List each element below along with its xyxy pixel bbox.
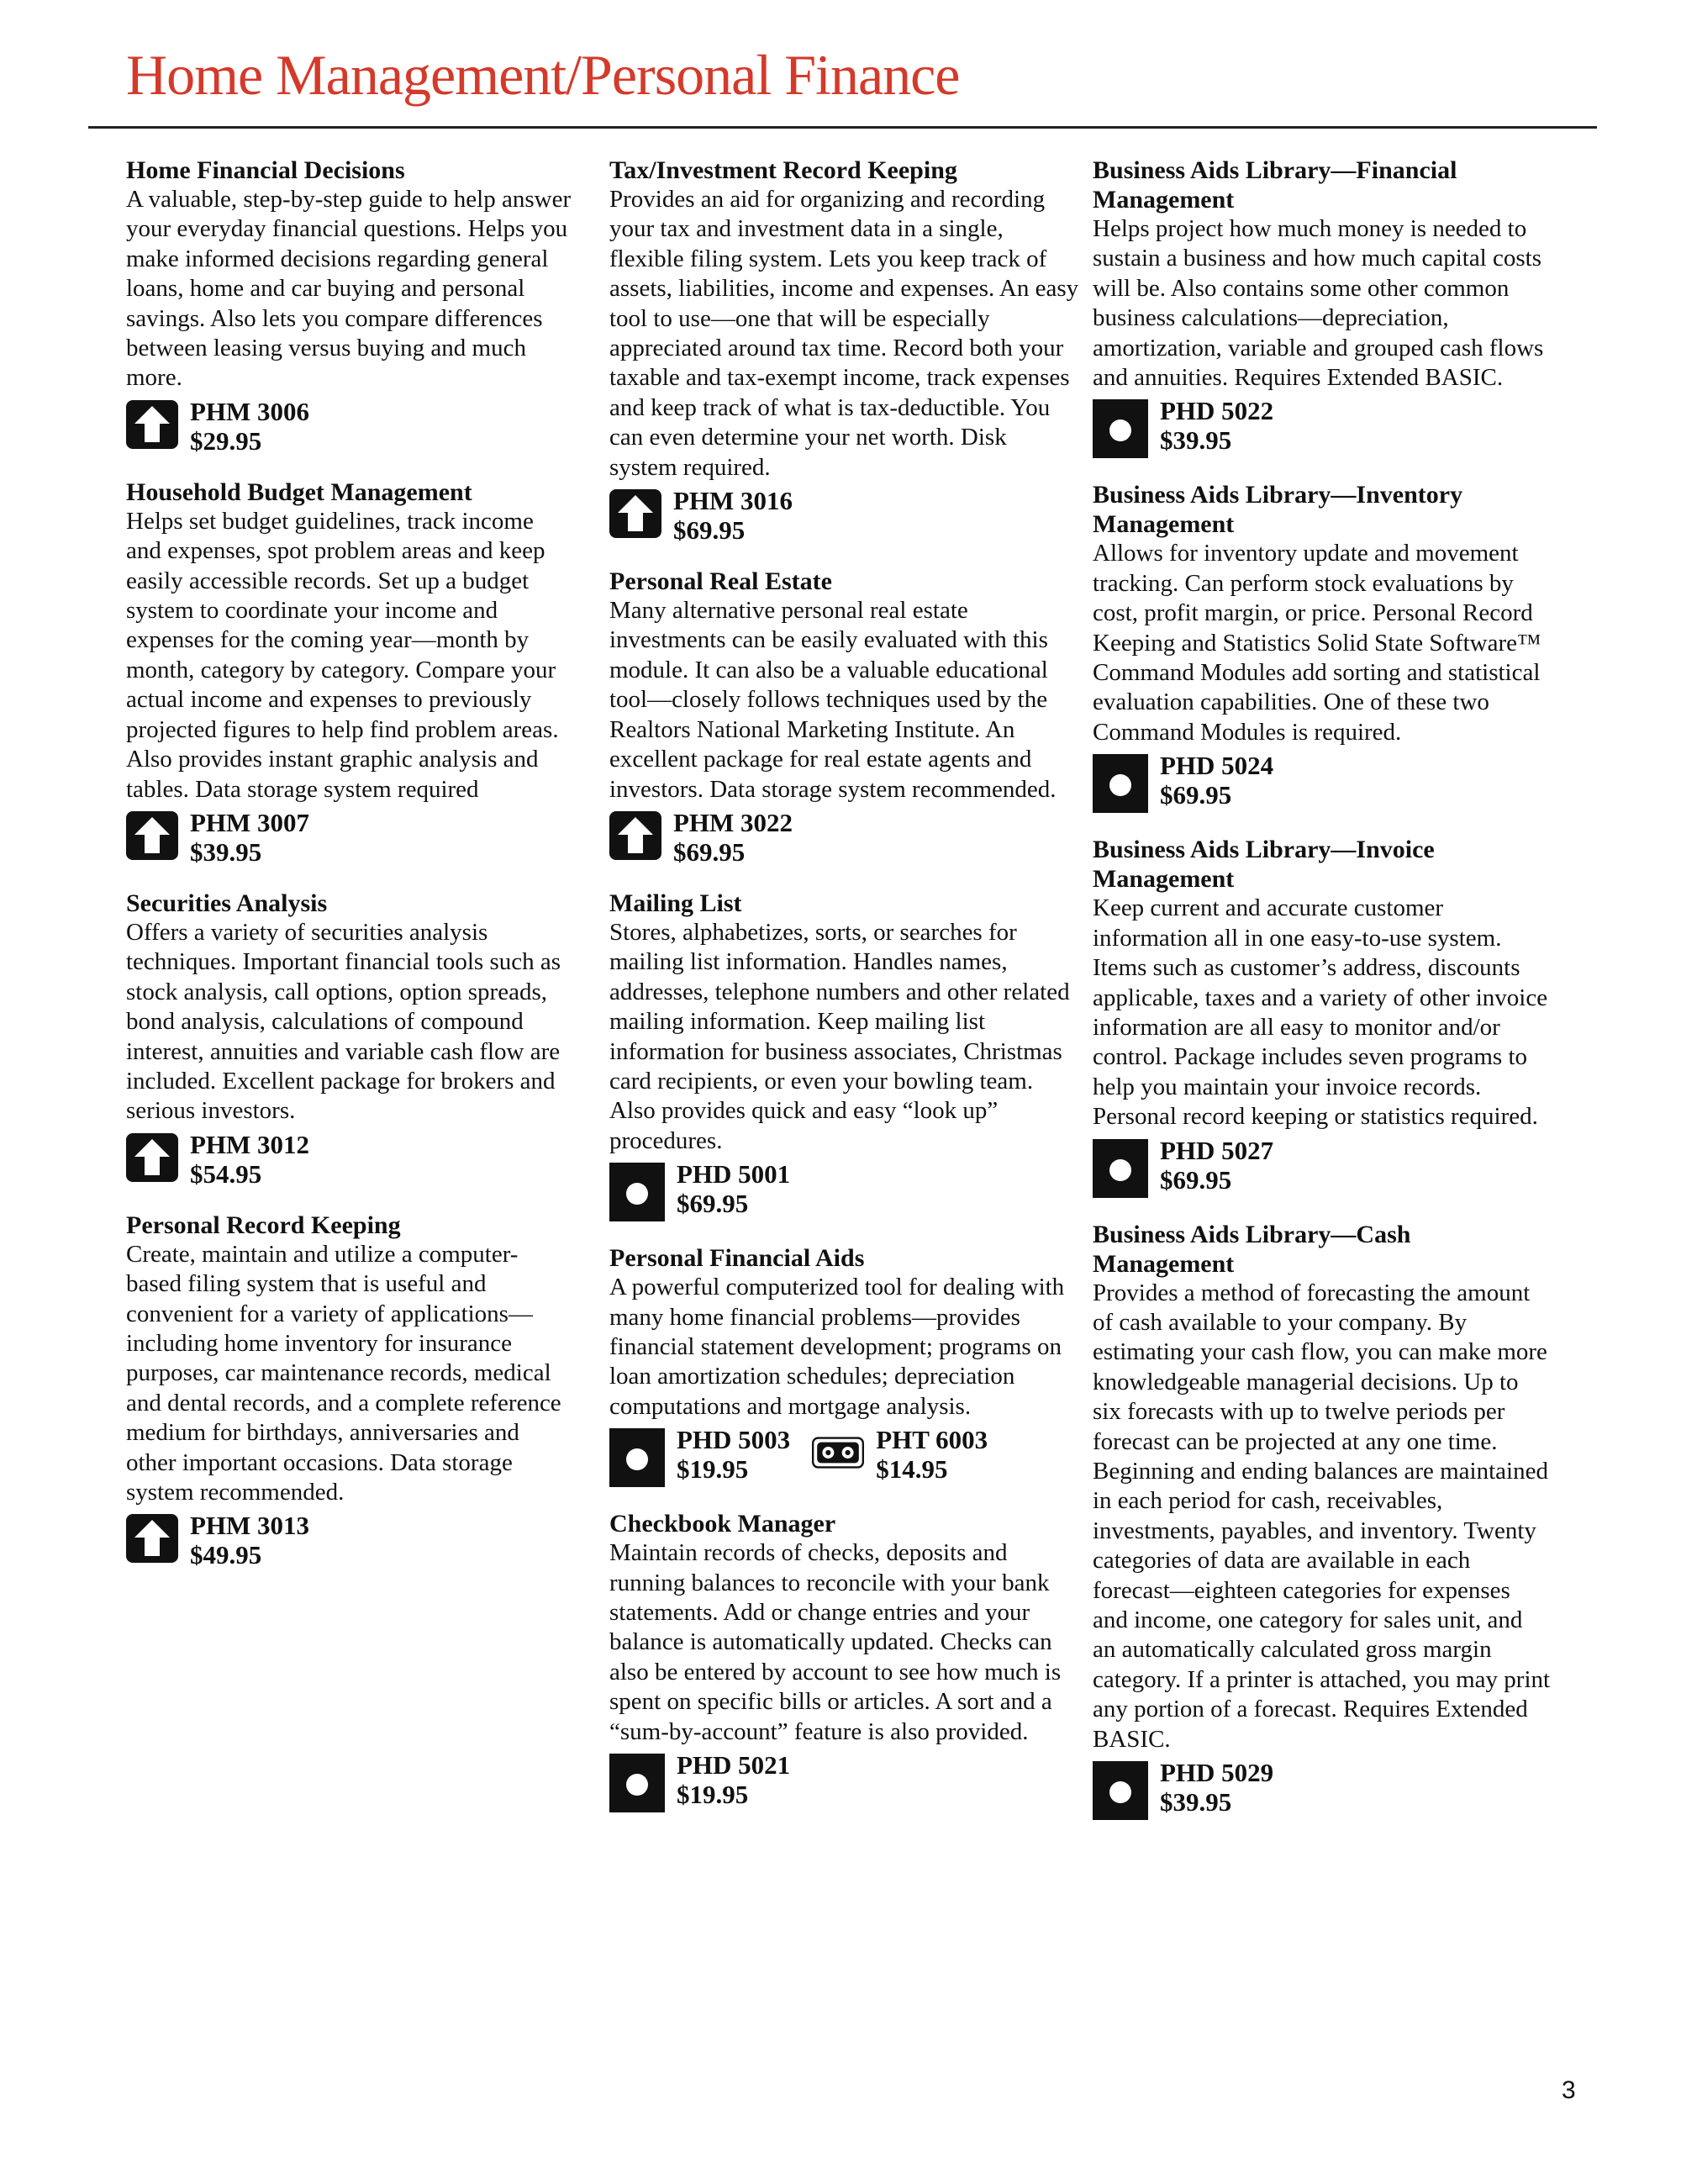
price: $39.95: [1160, 425, 1232, 456]
order-item: [126, 397, 309, 456]
order-item: [609, 808, 793, 867]
product-entry: [609, 1243, 1080, 1487]
product-title: Business Aids Library—Cash Management: [1093, 1220, 1411, 1278]
order-info: [126, 397, 572, 456]
diskette-icon: [1093, 1139, 1148, 1198]
command-module-icon: [609, 489, 661, 538]
price: $69.95: [673, 836, 746, 867]
column-3: [1093, 156, 1551, 1842]
diskette-icon: [609, 1428, 665, 1487]
order-info: [1093, 1136, 1551, 1198]
product-title: Household Budget Management: [126, 477, 472, 506]
order-item: [1093, 1136, 1273, 1198]
price: $54.95: [190, 1158, 262, 1189]
catalog-number: PHD 5027: [1160, 1135, 1274, 1165]
product-description: Helps set budget guidelines, track income and expenses, spot problem areas and keep easily accessible records. Set up a budget system to coordinate your income and expenses for the coming year—month by month, category by category. Compare your actual income and expenses to previously projected figures to help find problem areas. Also provides instant graphic analysis and tables. Data storage system required: [126, 507, 559, 803]
product-title: Business Aids Library—Invoice Management: [1093, 836, 1435, 894]
diskette-icon: [1093, 1761, 1148, 1820]
order-info: [609, 1159, 1080, 1221]
product-entry: [1093, 1220, 1551, 1821]
product-entry: [126, 1211, 572, 1570]
price: $29.95: [190, 425, 262, 456]
product-title: Tax/Investment Record Keeping: [609, 156, 957, 184]
catalog-number: PHD 5021: [677, 1750, 791, 1780]
order-info: [126, 1130, 572, 1189]
diskette-icon: [1093, 754, 1148, 813]
order-text: [673, 486, 793, 545]
product-entry: [1093, 156, 1551, 458]
price: $69.95: [1160, 1164, 1232, 1195]
price: $49.95: [190, 1540, 262, 1570]
diskette-icon: [1093, 399, 1148, 458]
order-text: [190, 1511, 309, 1569]
product-title: Personal Record Keeping: [126, 1211, 401, 1239]
catalog-number: PHD 5029: [1160, 1758, 1274, 1788]
price: $69.95: [1160, 780, 1232, 810]
product-description: A valuable, step-by-step guide to help answer your everyday financial questions. Helps you make informed decisions regarding general loans, home and car buying and personal savings. Also lets you compare differences between leasing versus buying and much more.: [126, 186, 572, 392]
order-item: [609, 1425, 790, 1487]
catalog-number: PHD 5022: [1160, 396, 1274, 426]
command-module-icon: [126, 400, 178, 449]
order-text: [1160, 396, 1273, 455]
catalog-number: PHD 5001: [677, 1159, 791, 1190]
order-info: [126, 1511, 572, 1569]
order-item: [126, 808, 309, 867]
page-title: Home Management/Personal Finance: [126, 43, 960, 107]
order-text: [1160, 751, 1273, 810]
order-item: [1093, 396, 1273, 458]
order-item: [609, 1159, 790, 1221]
catalog-number: PHM 3006: [190, 396, 310, 426]
order-text: [677, 1425, 790, 1484]
catalog-number: PHM 3007: [190, 807, 310, 837]
product-description: Helps project how much money is needed to sustain a business and how much capital costs will be. Also contains some other common business calculations—depreciation, amortization, variable and grouped cash flows and annuities. Requires Extended BASIC.: [1093, 215, 1544, 392]
order-info: [126, 808, 572, 867]
product-title: Mailing List: [609, 889, 742, 917]
price: $39.95: [1160, 1787, 1232, 1817]
product-description: A powerful computerized tool for dealing with many home financial problems—provides financial statement development; programs on loan amortization schedules; depreciation computations and mortgage analysis.: [609, 1274, 1065, 1420]
order-info: [609, 1425, 1080, 1487]
order-text: [677, 1159, 790, 1218]
order-info: [1093, 751, 1551, 813]
catalog-number: PHM 3022: [673, 807, 793, 837]
product-title: Securities Analysis: [126, 889, 328, 917]
order-text: [190, 1130, 309, 1189]
price: $69.95: [677, 1189, 749, 1219]
order-info: [609, 1750, 1080, 1812]
product-title: Personal Financial Aids: [609, 1244, 865, 1273]
order-item: [1093, 1758, 1273, 1820]
product-description: Offers a variety of securities analysis techniques. Important financial tools such as stock analysis, call options, option spreads, bond analysis, calculations of compound interest, annuities and variable cash flow are included. Excellent package for brokers and serious investors.: [126, 918, 561, 1125]
order-text: [876, 1425, 988, 1484]
product-entry: [609, 156, 1080, 545]
product-description: Provides an aid for organizing and recording your tax and investment data in a single, flexible filing system. Lets you keep track of assets, liabilities, income and expenses. An easy tool to use—one that will be especially appreciated around tax time. Record both your taxable and tax-exempt income, track expenses and keep track of what is tax-deductible. You can even determine your net worth. Disk system required.: [609, 186, 1079, 481]
order-text: [673, 808, 793, 867]
product-description: Stores, alphabetizes, sorts, or searches for mailing list information. Handles names, addresses, telephone numbers and other related mailing information. Keep mailing list information for business associates, Christmas card recipients, or even your bowling team. Also provides quick and easy “look up” procedures.: [609, 918, 1070, 1154]
order-text: [190, 808, 309, 867]
price: $39.95: [190, 836, 262, 867]
price: $19.95: [677, 1454, 749, 1485]
column-1: [126, 156, 572, 1591]
title-rule: [88, 126, 1597, 129]
command-module-icon: [126, 811, 178, 860]
product-title: Home Financial Decisions: [126, 156, 405, 184]
order-item: [126, 1130, 309, 1189]
product-entry: [1093, 480, 1551, 813]
product-entry: [1093, 835, 1551, 1197]
product-title: Business Aids Library—Financial Management: [1093, 156, 1457, 214]
diskette-icon: [609, 1754, 665, 1812]
cassette-icon: [812, 1428, 864, 1477]
order-text: [677, 1750, 790, 1809]
product-description: Maintain records of checks, deposits and running balances to reconcile with your bank statements. Add or change entries and your balance is automatically updated. Checks can also be entered by account to see how much is spent on specific bills or articles. A sort and a “sum-by-account” feature is also provided.: [609, 1539, 1062, 1745]
order-info: [609, 486, 1080, 545]
catalog-number: PHD 5024: [1160, 751, 1274, 781]
catalog-number: PHD 5003: [677, 1425, 791, 1455]
product-entry: [126, 889, 572, 1189]
product-title: Business Aids Library—Inventory Management: [1093, 481, 1463, 539]
product-title: Personal Real Estate: [609, 567, 832, 596]
order-text: [1160, 1758, 1273, 1817]
product-entry: [609, 889, 1080, 1221]
catalog-number: PHM 3016: [673, 486, 793, 516]
order-info: [1093, 1758, 1551, 1820]
order-item: [812, 1425, 988, 1484]
catalog-number: PHM 3013: [190, 1511, 310, 1541]
product-description: Allows for inventory update and movement tracking. Can perform stock evaluations by cost, profit margin, or price. Personal Record Keeping and Statistics Solid State Software™ Command Modules add sorting and statistical evaluation capabilities. One of these two Command Modules is required.: [1093, 540, 1541, 746]
catalog-number: PHM 3012: [190, 1129, 310, 1159]
order-item: [126, 1511, 309, 1569]
catalog-number: PHT 6003: [876, 1425, 988, 1455]
order-item: [1093, 751, 1273, 813]
price: $14.95: [876, 1454, 948, 1485]
product-entry: [126, 477, 572, 867]
order-text: [1160, 1136, 1273, 1195]
product-description: Provides a method of forecasting the amount of cash available to your company. By estimating your cash flow, you can make more knowledgeable managerial decisions. Up to six forecasts with up to twelve periods per forecast can be projected at any one time. Beginning and ending balances are maintained in each period for cash, receivables, investments, payables, and inventory. Twenty categories of data are available in each forecast—eighteen categories for expenses and income, one category for sales unit, and an automatically calculated gross margin category. If a printer is attached, you may print any portion of a forecast. Requires Extended BASIC.: [1093, 1279, 1551, 1753]
order-item: [609, 486, 793, 545]
product-title: Checkbook Manager: [609, 1510, 836, 1538]
order-item: [609, 1750, 790, 1812]
command-module-icon: [609, 811, 661, 860]
product-description: Many alternative personal real estate investments can be easily evaluated with this module. It can also be a valuable educational tool—closely follows techniques used by the Realtors National Marketing Institute. An excellent package for real estate agents and investors. Data storage system recommended.: [609, 597, 1057, 803]
order-info: [1093, 396, 1551, 458]
product-entry: [609, 1509, 1080, 1812]
product-entry: [609, 567, 1080, 867]
order-text: [190, 397, 309, 456]
order-info: [609, 808, 1080, 867]
command-module-icon: [126, 1133, 178, 1182]
page-number: 3: [1562, 2076, 1576, 2104]
price: $69.95: [673, 515, 746, 546]
command-module-icon: [126, 1514, 178, 1563]
column-2: [609, 156, 1080, 1834]
diskette-icon: [609, 1163, 665, 1221]
product-description: Keep current and accurate customer information all in one easy-to-use system. Items such as customer’s address, discounts applicable, taxes and a variety of other invoice information are all easy to monitor and/or control. Package includes seven programs to help you maintain your invoice records. Personal record keeping or statistics required.: [1093, 894, 1548, 1131]
price: $19.95: [677, 1780, 749, 1810]
product-entry: [126, 156, 572, 456]
product-description: Create, maintain and utilize a computer-based filing system that is useful and convenient for a variety of applications—including home inventory for insurance purposes, car maintenance records, medical and dental records, and a complete reference medium for birthdays, anniversaries and other important occasions. Data storage system recommended.: [126, 1240, 561, 1506]
